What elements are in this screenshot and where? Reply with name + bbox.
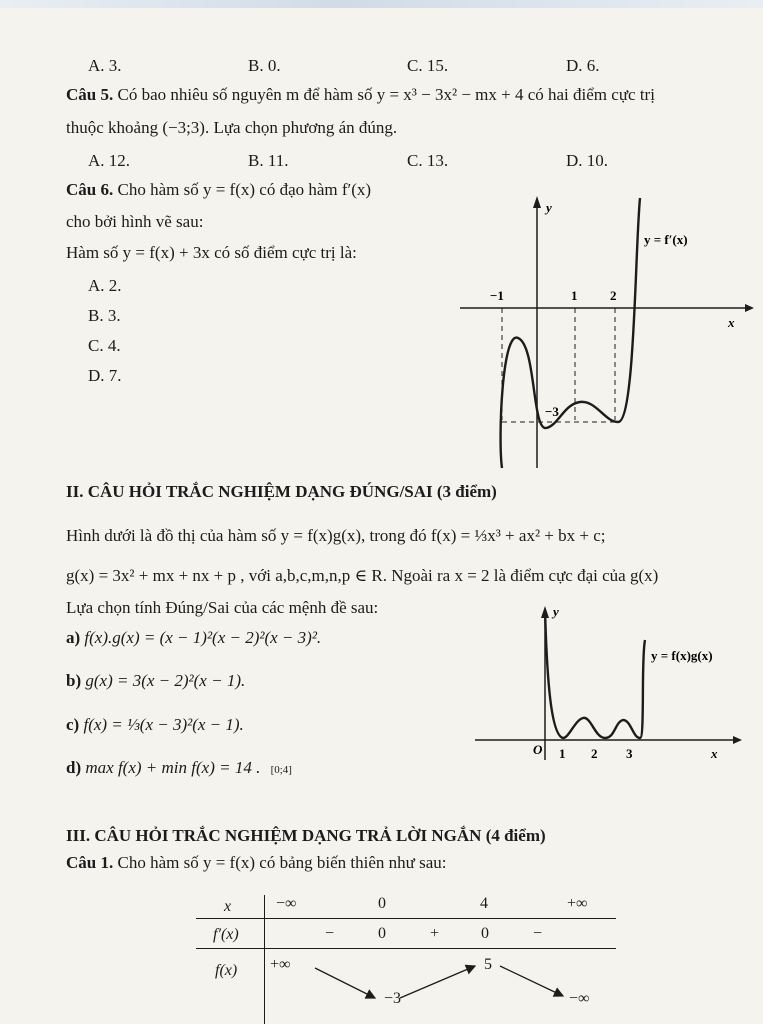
x-axis-2-arrow-icon (733, 736, 742, 744)
graph2-curve-label: y = f(x)g(x) (651, 648, 713, 663)
question-5-text2: thuộc khoảng (−3;3). Lựa chọn phương án đúng. (66, 118, 398, 137)
table-row-f-label: f(x) (215, 962, 238, 979)
table-row-x-label: x (224, 898, 232, 915)
question-6-text3: Hàm số y = f(x) + 3x có số điểm cực trị là: (66, 243, 357, 262)
option-d[interactable]: D. 6. (566, 56, 600, 75)
question-6-text2: cho bởi hình vẽ sau: (66, 212, 204, 231)
table-f-pos-inf: +∞ (270, 956, 291, 973)
table-x-0: 0 (378, 895, 386, 912)
section-3-question-1 (66, 853, 446, 873)
x-axis-arrow-icon (745, 304, 754, 312)
statement-d-subscript: [0;4] (270, 764, 292, 776)
table-fp-sign-2: + (430, 925, 440, 942)
section-2-title: II. CÂU HỎI TRẮC NGHIỆM DẠNG ĐÚNG/SAI (3 điểm) (66, 482, 497, 501)
statement-a-key: a) (66, 628, 81, 647)
graph2-y-label: y (553, 604, 559, 619)
statement-c[interactable] (66, 715, 244, 735)
question-6-label: Câu 6. (66, 180, 114, 199)
table-f-neg-inf: −∞ (569, 990, 590, 1007)
y-axis-arrow-icon (533, 196, 541, 208)
q5-option-d[interactable]: D. 10. (566, 151, 609, 170)
statement-d-text: max f(x) + min f(x) = 14 . (85, 758, 261, 777)
question-6-line1 (66, 180, 371, 200)
table-fp-sign-3: − (533, 925, 543, 942)
graph2-origin-label: O (533, 742, 543, 757)
table-fp-zero-1: 0 (378, 925, 386, 942)
statement-d-key: d) (66, 758, 82, 777)
table-f-minus3: −3 (384, 990, 402, 1007)
section-2-prompt: Lựa chọn tính Đúng/Sai của các mệnh đề sau: (66, 598, 379, 617)
section-2-intro1: Hình dưới là đồ thị của hàm số y = f(x)g(x), trong đó f(x) = ⅓x³ + ax² + bx + c; (66, 526, 606, 545)
table-f-5: 5 (484, 956, 492, 973)
q5-option-a[interactable]: A. 12. (88, 151, 131, 170)
table-arrows (265, 950, 615, 1022)
table-row-fp-label: f′(x) (213, 926, 239, 943)
statement-b[interactable] (66, 671, 245, 691)
option-b[interactable]: B. 0. (248, 56, 281, 75)
graph1-y-label: y (546, 200, 552, 215)
table-fp-sign-1: − (325, 925, 335, 942)
derivative-curve (501, 198, 640, 468)
statement-a[interactable] (66, 628, 321, 648)
graph2-tick-3: 3 (626, 746, 633, 761)
table-x-neg-inf: −∞ (276, 895, 297, 912)
q6-option-d[interactable]: D. 7. (88, 366, 122, 385)
question-5-line1 (66, 85, 655, 105)
table-x-4: 4 (480, 895, 488, 912)
section-3-q1-text: Cho hàm số y = f(x) có bảng biến thiên như sau: (117, 853, 447, 872)
section-3-q1-label: Câu 1. (66, 853, 114, 872)
statement-d[interactable] (66, 758, 292, 778)
top-decorative-band (0, 0, 763, 8)
graph1-tick-2: 2 (610, 288, 617, 303)
graph2-tick-1: 1 (559, 746, 566, 761)
section-2-intro2: g(x) = 3x² + mx + nx + p , với a,b,c,m,n,p ∈ R. Ngoài ra x = 2 là điểm cực đại của g(x) (66, 566, 659, 585)
question-5-text1: Có bao nhiêu số nguyên m để hàm số y = x³ − 3x² − mx + 4 có hai điểm cực trị (117, 85, 655, 104)
table-x-pos-inf: +∞ (567, 895, 588, 912)
arrow-increase-icon (400, 966, 475, 998)
q6-option-b[interactable]: B. 3. (88, 306, 121, 325)
question-5-label: Câu 5. (66, 85, 114, 104)
derivative-graph (440, 190, 760, 480)
q5-option-b[interactable]: B. 11. (248, 151, 289, 170)
q6-option-a[interactable]: A. 2. (88, 276, 122, 295)
graph1-tick-minus1: −1 (490, 288, 504, 303)
graph2-x-label: x (711, 746, 718, 761)
statement-a-text: f(x).g(x) = (x − 1)²(x − 2)²(x − 3)². (84, 628, 322, 647)
product-graph (465, 600, 755, 765)
arrow-decrease-1-icon (315, 968, 375, 998)
option-c[interactable]: C. 15. (407, 56, 449, 75)
graph1-curve-label: y = f′(x) (644, 232, 688, 247)
graph1-x-label: x (728, 315, 735, 330)
q6-option-c[interactable]: C. 4. (88, 336, 121, 355)
statement-c-text: f(x) = ⅓(x − 3)²(x − 1). (83, 715, 244, 734)
q5-option-c[interactable]: C. 13. (407, 151, 449, 170)
graph1-tick-1: 1 (571, 288, 578, 303)
question-6-text1: Cho hàm số y = f(x) có đạo hàm f′(x) (117, 180, 372, 199)
statement-b-text: g(x) = 3(x − 2)²(x − 1). (85, 671, 246, 690)
product-curve (545, 610, 645, 738)
statement-c-key: c) (66, 715, 80, 734)
table-fp-zero-2: 0 (481, 925, 489, 942)
table-divider-2 (196, 948, 616, 949)
table-divider-1 (196, 918, 616, 919)
arrow-decrease-2-icon (500, 966, 563, 996)
graph2-tick-2: 2 (591, 746, 598, 761)
section-3-title: III. CÂU HỎI TRẮC NGHIỆM DẠNG TRẢ LỜI NGẮN (4 điểm) (66, 826, 546, 845)
statement-b-key: b) (66, 671, 82, 690)
graph1-value-minus3: −3 (545, 404, 559, 419)
option-a[interactable]: A. 3. (88, 56, 122, 75)
